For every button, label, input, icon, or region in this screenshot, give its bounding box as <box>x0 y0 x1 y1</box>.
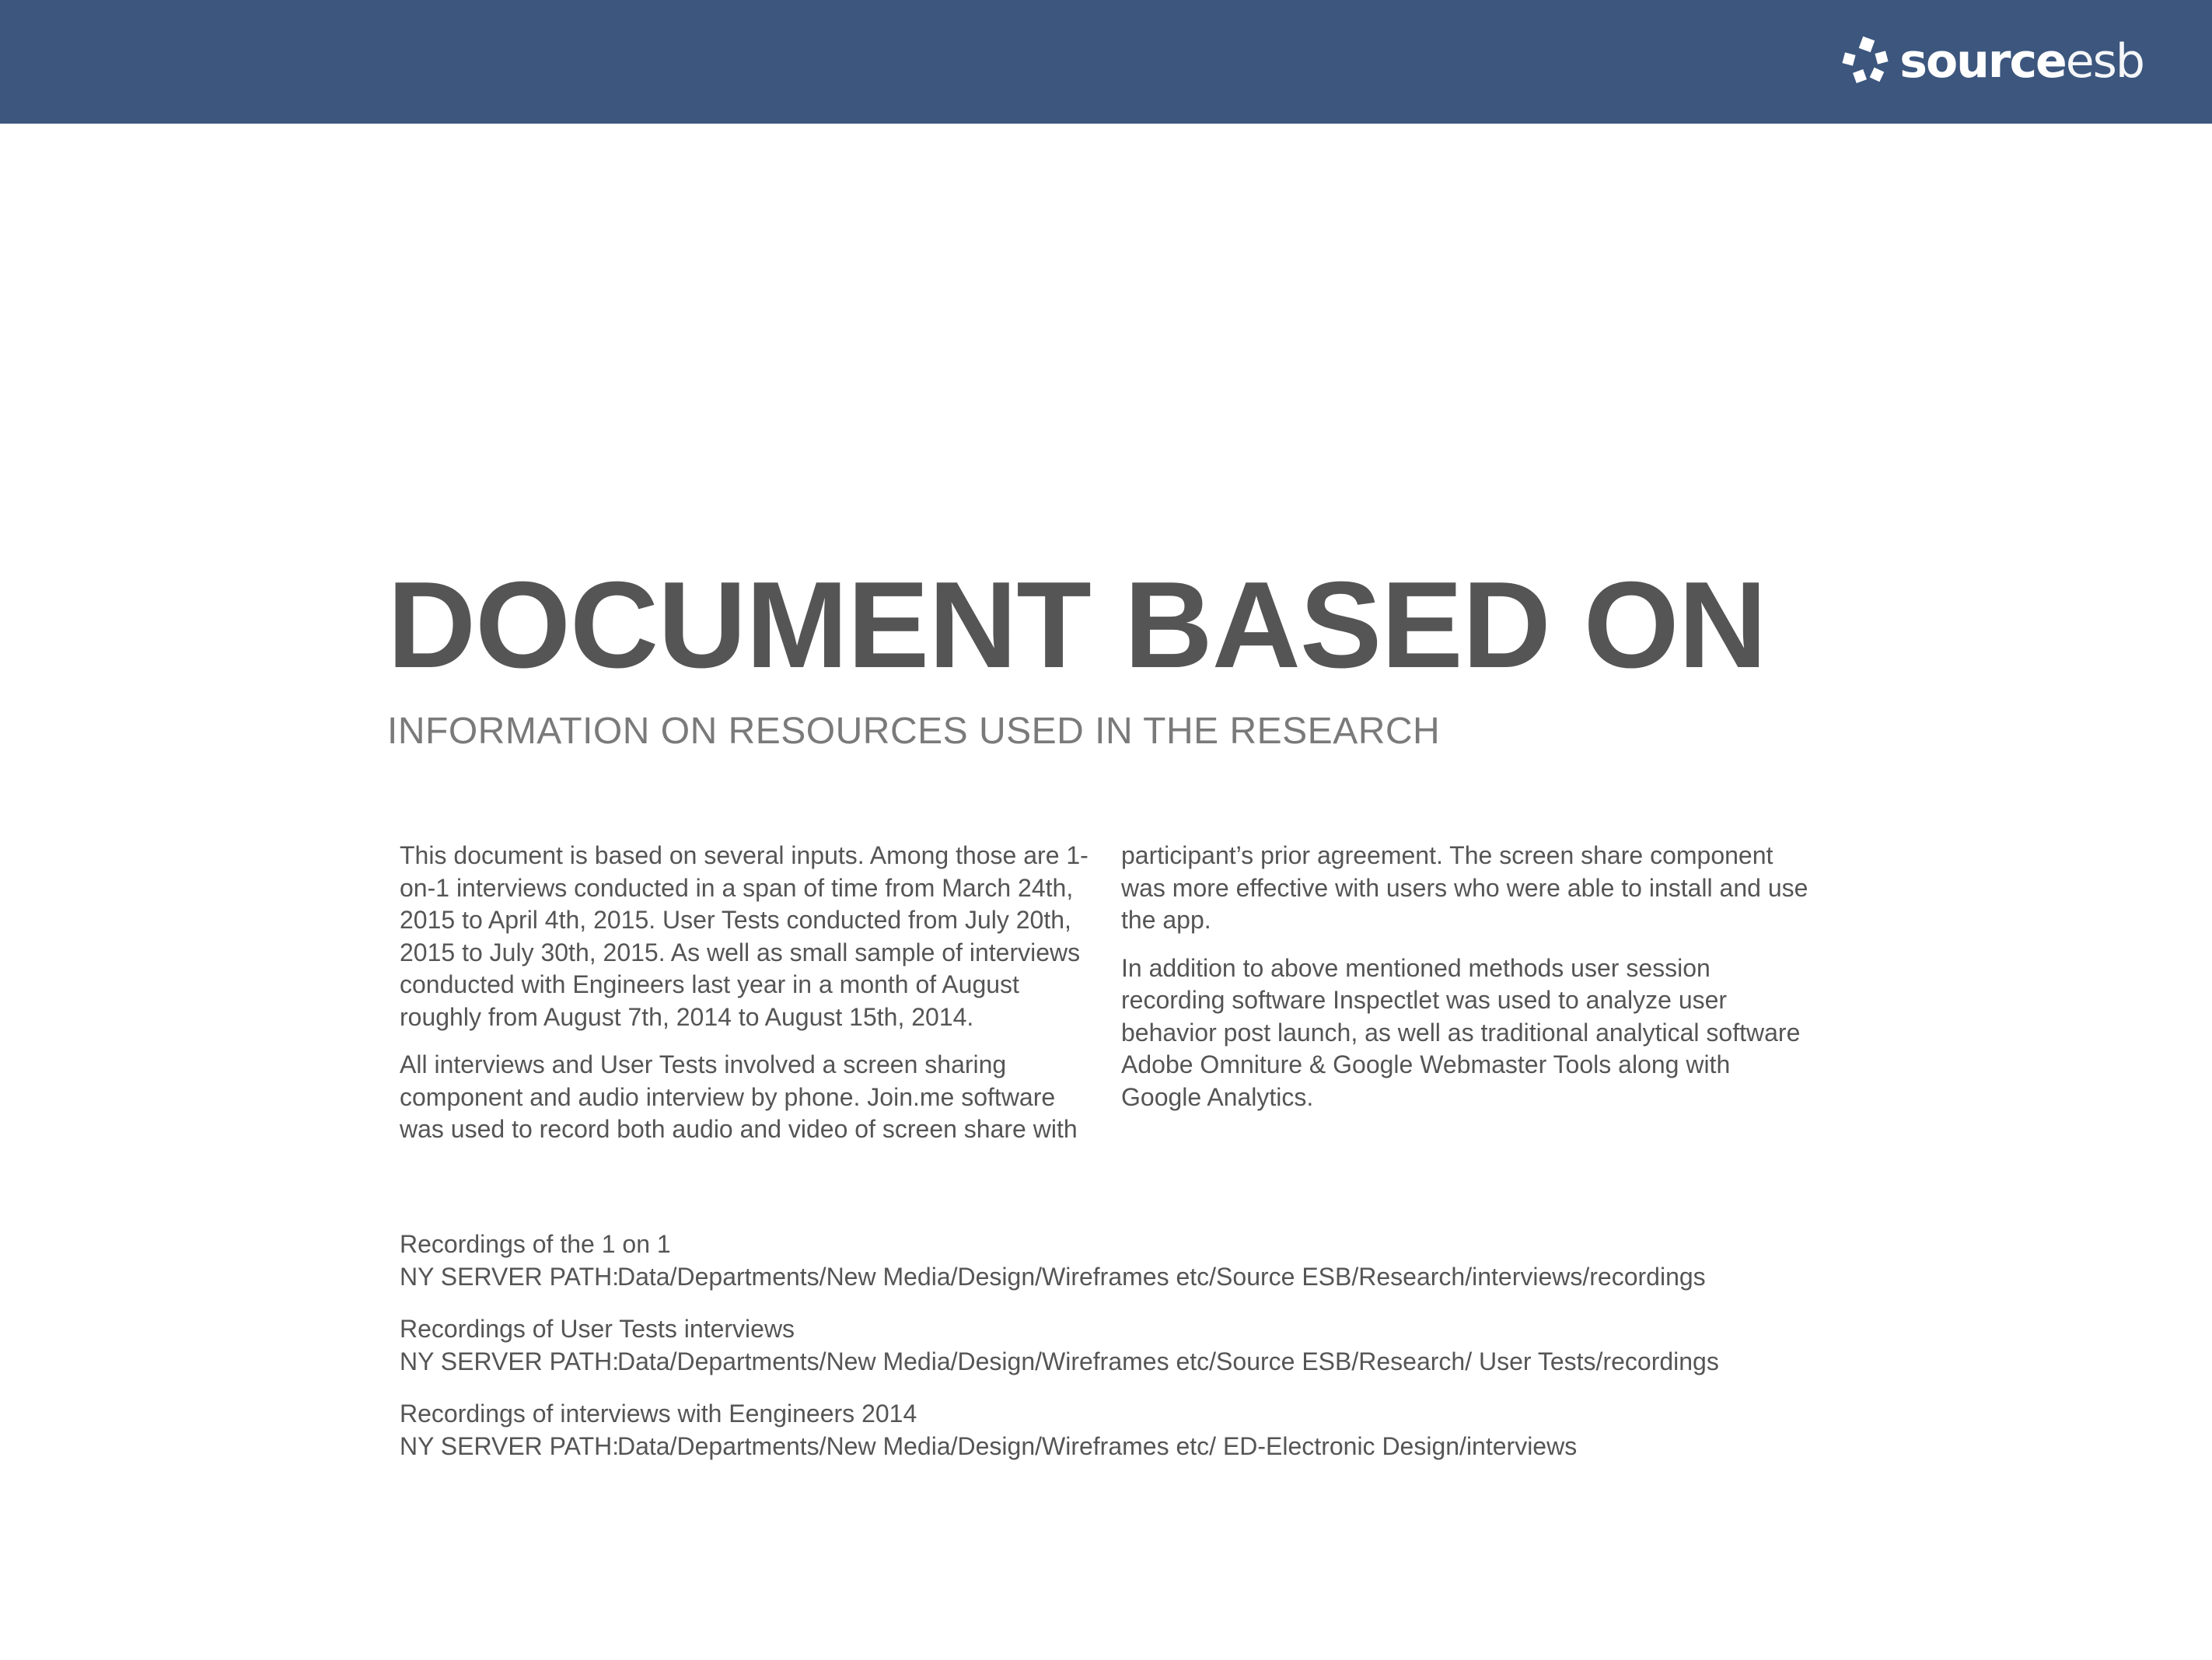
server-path-row <box>400 1431 2110 1463</box>
logo-text-bold: source <box>1899 34 2066 89</box>
server-path-label: NY SERVER PATH: <box>400 1347 620 1375</box>
paragraph: participant’s prior agreement. The screen share component was more effective with users who were able to install and use the app. <box>1121 841 1808 934</box>
server-path-row <box>400 1261 2110 1294</box>
paragraph: This document is based on several inputs. Among those are 1-on-1 interviews conducted in a span of time from March 24th, 2015 to April 4th, 2015. User Tests conducted from July 20th, 2015 to July 30th, 2015. As well as small sample of interviews conducted with Engineers last year in a month of August roughly from August 7th, 2014 to August 15th, 2014. <box>400 841 1089 1031</box>
recording-title: Recordings of the 1 on 1 <box>400 1230 671 1258</box>
page-title: DOCUMENT BASED ON <box>387 557 1766 694</box>
recording-entry <box>400 1398 2110 1463</box>
paragraph: In addition to above mentioned methods user session recording software Inspectlet was used to analyze user behavior post launch, as well as traditional analytical software Adobe Omniture & Google Webmaster Tools along with Google Analytics. <box>1121 953 1801 1111</box>
recording-entry <box>400 1228 2110 1293</box>
recording-title: Recordings of interviews with Eengineers 2014 <box>400 1400 917 1428</box>
server-path-value: Data/Departments/New Media/Design/Wireframes etc/Source ESB/Research/interviews/recordings <box>617 1262 1706 1291</box>
logo-wordmark <box>1899 34 2144 89</box>
header-bar <box>0 0 2212 124</box>
server-path-row <box>400 1346 2110 1379</box>
server-path-value: Data/Departments/New Media/Design/Wireframes etc/ ED-Electronic Design/interviews <box>617 1431 1578 1460</box>
server-path-label: NY SERVER PATH: <box>400 1262 620 1291</box>
recording-entry <box>400 1313 2110 1378</box>
logo-mark-icon <box>1840 35 1893 88</box>
body-column-right <box>1121 840 1813 1129</box>
server-path-label: NY SERVER PATH: <box>400 1431 620 1460</box>
sourceesb-logo <box>1840 33 2144 90</box>
recording-title: Recordings of User Tests interviews <box>400 1315 795 1343</box>
paragraph: All interviews and User Tests involved a screen sharing component and audio interview by phone. Join.me software was used to record both audio and video of screen share with <box>400 1050 1078 1143</box>
server-path-value: Data/Departments/New Media/Design/Wireframes etc/Source ESB/Research/ User Tests/recordings <box>617 1347 1719 1375</box>
recordings-list <box>400 1228 2110 1483</box>
logo-text-light: esb <box>2065 34 2144 89</box>
body-column-left <box>400 840 1092 1162</box>
page-subtitle: INFORMATION ON RESOURCES USED IN THE RESEARCH <box>387 711 1441 752</box>
